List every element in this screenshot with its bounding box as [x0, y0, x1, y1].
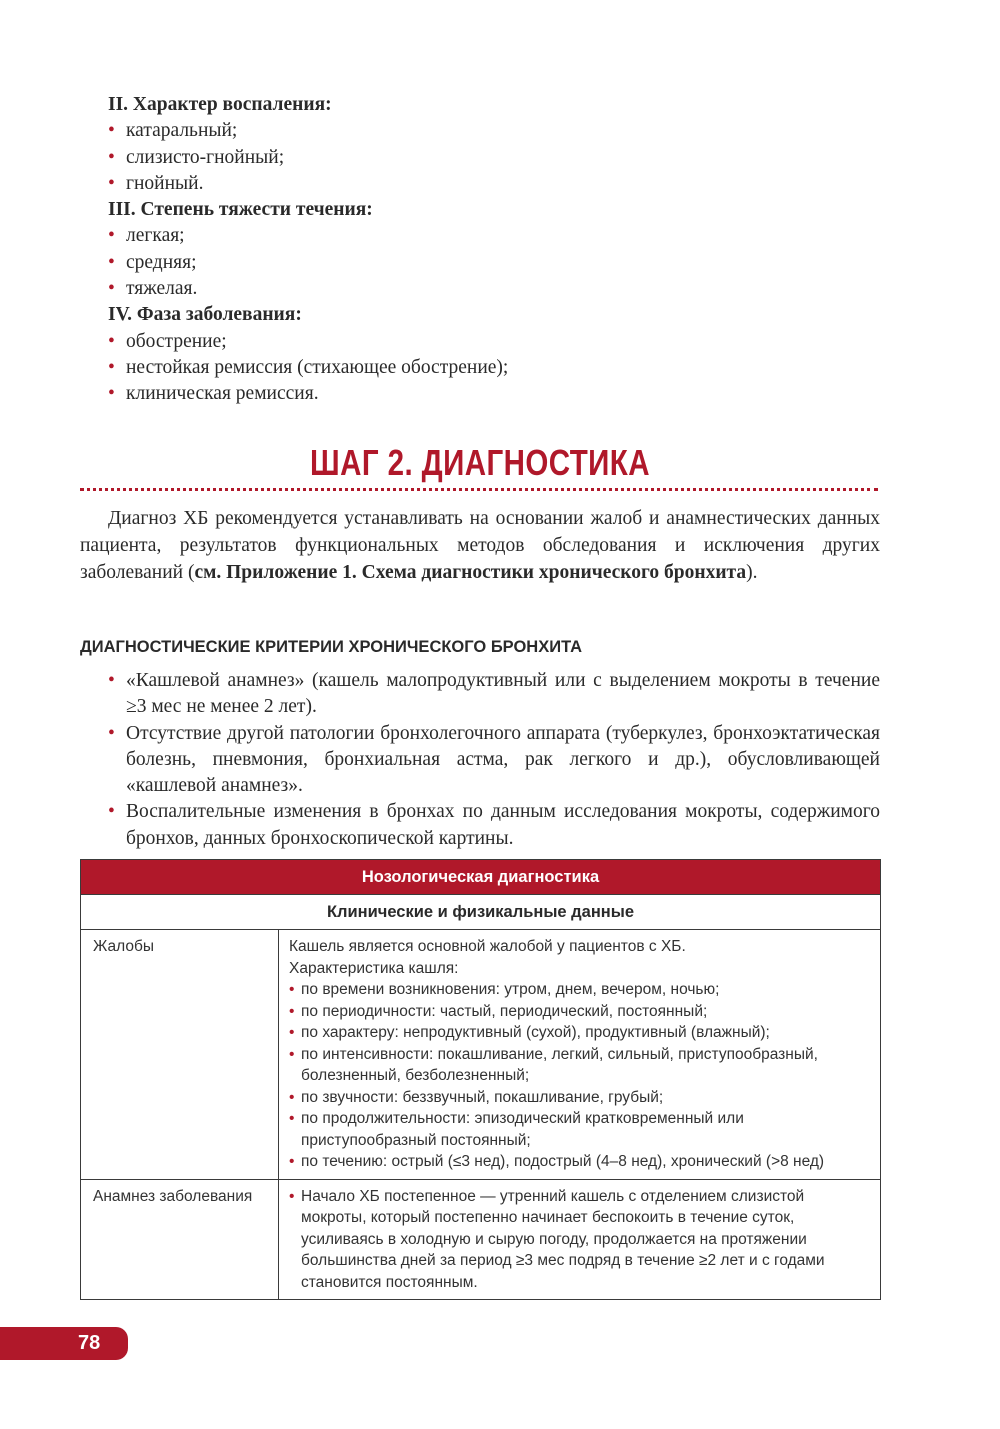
- list-item: • клиническая ремиссия.: [108, 381, 898, 407]
- row-bullet: • по характеру: непродуктивный (сухой), продуктивный (влажный);: [289, 1022, 872, 1044]
- row-bullet: • по времени возникновения: утром, днем, вечером, ночью;: [289, 979, 872, 1001]
- list-item: • обострение;: [108, 329, 898, 355]
- row-bullet: • по течению: острый (≤3 нед), подострый (4–8 нед), хронический (>8 нед): [289, 1151, 872, 1173]
- section-title: II. Характер воспаления:: [108, 94, 332, 115]
- list-item: • легкая;: [108, 223, 898, 249]
- criteria-list: [108, 668, 880, 852]
- criteria-item: • «Кашлевой анамнез» (кашель малопродуктивный или с выделением мокроты в течение ≥3 мес не менее 2 лет).: [108, 668, 880, 721]
- list-item: • слизисто-гнойный;: [108, 145, 898, 171]
- row-bullet: • Начало ХБ постепенное — утренний кашель с отделением слизистой мокроты, который постепенно начинает беспокоить в течение суток, усиливаясь в холодную и сырую погоду, продолжается на протяжении большинства дней за период ≥3 мес подряд в течение ≥2 лет и с годами становится постоянным.: [289, 1186, 872, 1294]
- table-row: [81, 1179, 881, 1300]
- row-bullet: • по продолжительности: эпизодический кратковременный или приступообразный постоянный;: [289, 1108, 872, 1151]
- section-title: III. Степень тяжести течения:: [108, 199, 373, 221]
- list-item: • гнойный.: [108, 171, 898, 197]
- bullet-list: [108, 118, 898, 197]
- criteria-item: • Отсутствие другой патологии бронхолегочного аппарата (туберкулез, бронхоэктатическая болезнь, пневмония, бронхиальная астма, рак легкого и др.), обусловливающей «кашлевой анамнез».: [108, 721, 880, 800]
- table-title: Нозологическая диагностика: [81, 860, 881, 895]
- list-item: • тяжелая.: [108, 276, 898, 302]
- table-subtitle: Клинические и физикальные данные: [81, 895, 881, 930]
- bullet-list: [108, 223, 898, 302]
- dotted-divider: [80, 488, 878, 491]
- intro-paragraph: [80, 505, 880, 586]
- row-label: Анамнез заболевания: [81, 1179, 279, 1300]
- section-title: IV. Фаза заболевания:: [108, 304, 302, 326]
- row-content: [279, 930, 881, 1180]
- intro-reference: см. Приложение 1. Схема диагностики хронического бронхита: [194, 562, 747, 583]
- criteria-item: • Воспалительные изменения в бронхах по данным исследования мокроты, содержимого бронхов, данных бронхоскопической картины.: [108, 799, 880, 852]
- intro-text: Диагноз ХБ рекомендуется устанавливать на основании жалоб и анамнестических данных пациента, результатов функциональных методов обследования и исключения других заболеваний (: [80, 508, 880, 583]
- row-label: Жалобы: [81, 930, 279, 1180]
- list-item: • катаральный;: [108, 118, 898, 144]
- row-bullet: • по звучности: беззвучный, покашливание, грубый;: [289, 1087, 872, 1109]
- page-number-tab: [0, 1327, 128, 1360]
- row-bullet: • по интенсивности: покашливание, легкий, сильный, приступообразный, болезненный, безболезненный;: [289, 1044, 872, 1087]
- nosological-table: [80, 859, 881, 1300]
- list-item: • нестойкая ремиссия (стихающее обострение);: [108, 355, 898, 381]
- intro-end: ).: [746, 562, 758, 583]
- row-bullets: [289, 979, 872, 1173]
- row-content: [279, 1179, 881, 1300]
- row-line: Характеристика кашля:: [289, 959, 459, 977]
- step-heading: ШАГ 2. ДИАГНОСТИКА: [310, 442, 650, 483]
- classification-section-2: [108, 92, 898, 408]
- table-row: [81, 930, 881, 1180]
- criteria-heading: ДИАГНОСТИЧЕСКИЕ КРИТЕРИИ ХРОНИЧЕСКОГО БРОНХИТА: [80, 638, 583, 656]
- page-number: 78: [78, 1332, 101, 1354]
- row-bullets: [289, 1186, 872, 1294]
- row-bullet: • по периодичности: частый, периодический, постоянный;: [289, 1001, 872, 1023]
- row-line: Кашель является основной жалобой у пациентов с ХБ.: [289, 938, 686, 955]
- bullet-list: [108, 329, 898, 408]
- list-item: • средняя;: [108, 250, 898, 276]
